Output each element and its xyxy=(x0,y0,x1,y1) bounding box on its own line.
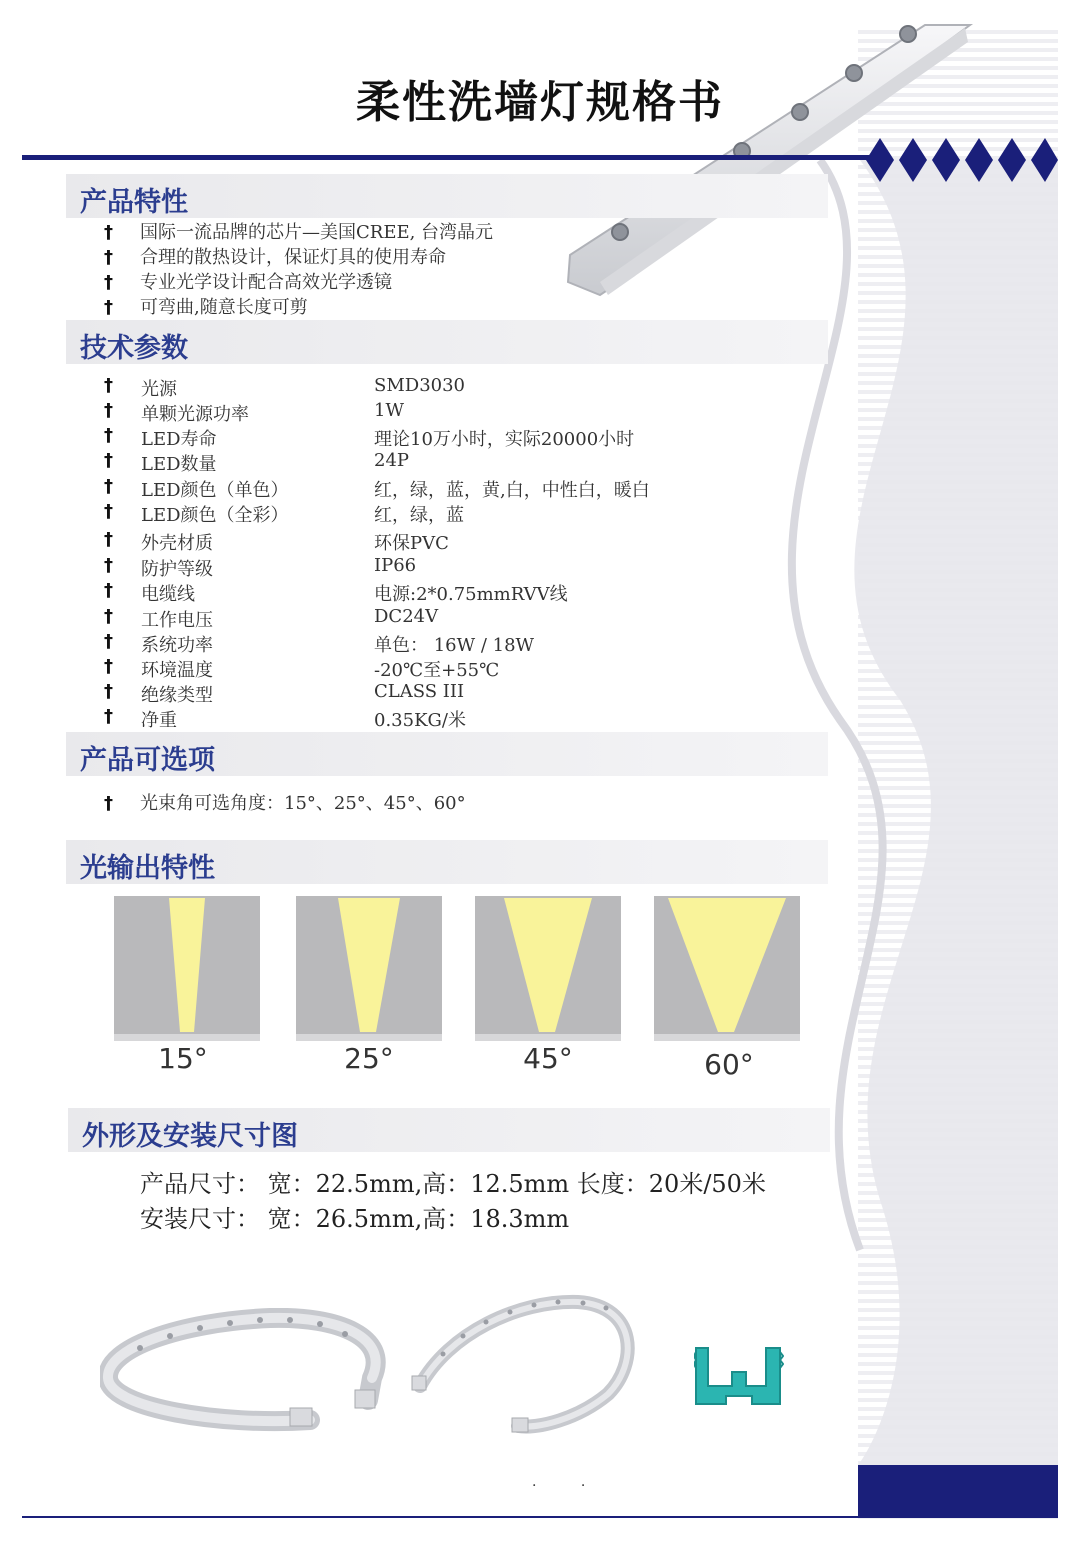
mounting-clip-icon xyxy=(694,1342,784,1408)
beam-label: 15° xyxy=(158,1042,208,1075)
cross-bullet-icon: † xyxy=(104,297,113,318)
spec-value: 环保PVC xyxy=(374,533,449,554)
cross-bullet-icon: † xyxy=(104,529,113,550)
cross-bullet-icon: † xyxy=(104,580,113,601)
spec-value: 电源:2*0.75mmRVV线 xyxy=(374,584,568,605)
cross-bullet-icon: † xyxy=(104,656,113,677)
spec-label: 工作电压 xyxy=(141,610,213,631)
section-light-output xyxy=(66,840,828,884)
cross-bullet-icon: † xyxy=(104,681,113,702)
feature-item: † 合理的散热设计，保证灯具的使用寿命 xyxy=(104,247,446,268)
cross-bullet-icon: † xyxy=(104,476,113,497)
section-specs xyxy=(66,320,828,364)
spec-value: CLASS III xyxy=(374,681,465,702)
cross-bullet-icon: † xyxy=(104,375,113,396)
install-size-text: 安装尺寸： 宽：26.5mm,高：18.3mm xyxy=(140,1205,570,1233)
cross-bullet-icon: † xyxy=(104,450,113,471)
spec-value: IP66 xyxy=(374,555,417,576)
spec-label: 光源 xyxy=(141,379,177,400)
section-title-dimensions: 外形及安装尺寸图 xyxy=(82,1121,298,1152)
beam-label: 45° xyxy=(523,1042,573,1075)
cross-bullet-icon: † xyxy=(104,631,113,652)
spec-value: -20℃至+55℃ xyxy=(374,660,500,681)
section-features xyxy=(66,174,828,218)
header-line xyxy=(22,155,882,160)
cross-bullet-icon: † xyxy=(104,400,113,421)
beam-diagram-45 xyxy=(475,896,621,1041)
page-marks: · · xyxy=(532,1478,606,1494)
spec-row xyxy=(104,681,804,705)
spec-row xyxy=(104,476,804,500)
feature-item: † 国际一流品牌的芯片—美国CREE, 台湾晶元 xyxy=(104,222,494,243)
spec-row xyxy=(104,656,804,680)
spec-row xyxy=(104,425,804,449)
product-size-text: 产品尺寸： 宽：22.5mm,高：12.5mm 长度：20米/50米 xyxy=(140,1170,766,1198)
section-title-light-output: 光输出特性 xyxy=(80,853,215,884)
spec-row xyxy=(104,375,804,399)
spec-label: 净重 xyxy=(141,710,177,731)
section-title-specs: 技术参数 xyxy=(80,333,188,364)
spec-row xyxy=(104,450,804,474)
feature-item: † 专业光学设计配合高效光学透镜 xyxy=(104,272,392,293)
spec-label: LED颜色（单色） xyxy=(141,480,289,501)
spec-label: 环境温度 xyxy=(141,660,213,681)
beam-label: 60° xyxy=(704,1048,754,1081)
section-title-options: 产品可选项 xyxy=(80,745,215,776)
spec-row xyxy=(104,606,804,630)
spec-value: 0.35KG/米 xyxy=(374,710,466,731)
cross-bullet-icon: † xyxy=(104,425,113,446)
beam-diagram-15 xyxy=(114,896,260,1041)
spec-label: 防护等级 xyxy=(141,559,213,580)
spec-label: 电缆线 xyxy=(141,584,195,605)
cross-bullet-icon: † xyxy=(104,247,113,268)
cross-bullet-icon: † xyxy=(104,501,113,522)
spec-value: 1W xyxy=(374,400,404,421)
spec-row xyxy=(104,529,804,553)
flexible-strip-image-left xyxy=(100,1308,390,1438)
spec-value: 单色： 16W / 18W xyxy=(374,635,535,656)
cross-bullet-icon: † xyxy=(104,272,113,293)
option-item: † 光束角可选角度：15°、25°、45°、60° xyxy=(104,793,466,814)
cross-bullet-icon: † xyxy=(104,706,113,727)
spec-value: 红，绿，蓝，黄,白，中性白，暖白 xyxy=(374,480,650,501)
flexible-strip-image-right xyxy=(408,1294,638,1439)
spec-row xyxy=(104,580,804,604)
cross-bullet-icon: † xyxy=(104,793,113,814)
section-options xyxy=(66,732,828,776)
cross-bullet-icon: † xyxy=(104,555,113,576)
beam-diagram-60 xyxy=(654,896,800,1041)
spec-label: LED寿命 xyxy=(141,429,217,450)
beam-diagram-25 xyxy=(296,896,442,1041)
spec-label: LED颜色（全彩） xyxy=(141,505,289,526)
spec-label: 绝缘类型 xyxy=(141,685,213,706)
spec-row xyxy=(104,631,804,655)
spec-value: 24P xyxy=(374,450,410,471)
spec-row xyxy=(104,400,804,424)
section-dimensions xyxy=(68,1108,830,1152)
section-title-features: 产品特性 xyxy=(80,187,188,218)
spec-value: DC24V xyxy=(374,606,439,627)
spec-label: 系统功率 xyxy=(141,635,213,656)
spec-row xyxy=(104,706,804,730)
diamond-row-icon xyxy=(866,138,1058,182)
footer-accent-bar xyxy=(858,1465,1058,1518)
spec-label: 单颗光源功率 xyxy=(141,404,249,425)
spec-value: SMD3030 xyxy=(374,375,466,396)
beam-label: 25° xyxy=(344,1042,394,1075)
spec-label: 外壳材质 xyxy=(141,533,213,554)
footer-line xyxy=(22,1516,1058,1518)
spec-value: 红，绿，蓝 xyxy=(374,505,464,526)
cross-bullet-icon: † xyxy=(104,606,113,627)
spec-label: LED数量 xyxy=(141,454,217,475)
spec-value: 理论10万小时，实际20000小时 xyxy=(374,429,635,450)
feature-item: † 可弯曲,随意长度可剪 xyxy=(104,297,308,318)
page-title: 柔性洗墙灯规格书 xyxy=(356,77,724,128)
spec-row xyxy=(104,501,804,525)
spec-row xyxy=(104,555,804,579)
cross-bullet-icon: † xyxy=(104,222,113,243)
